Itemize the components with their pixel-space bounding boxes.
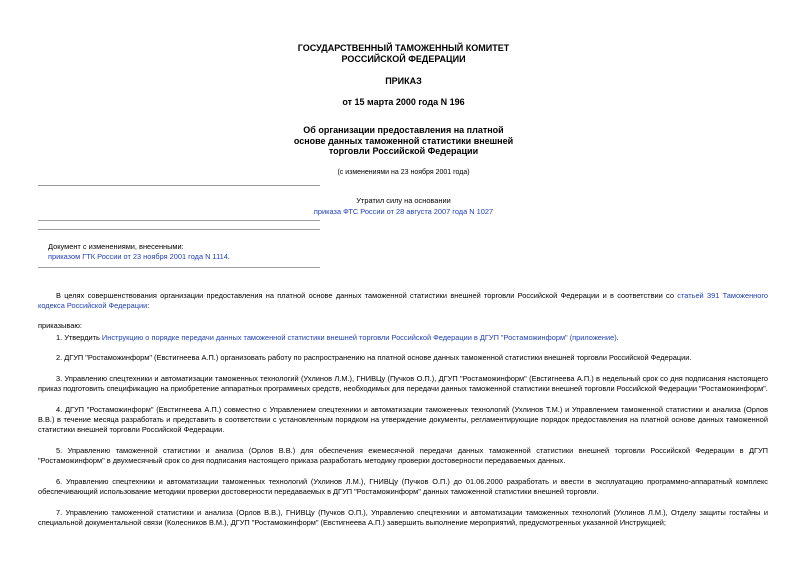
issuing-authority: ГОСУДАРСТВЕННЫЙ ТАМОЖЕННЫЙ КОМИТЕТ РОССИЙСКОЙ ФЕДЕРАЦИИ (297, 43, 510, 64)
paragraph-4: 4. ДГУП "Ростаможинформ" (Евстигнеева А.П.) совместно с Управлением спецтехники и автоматизации таможенных технологий (Ухлинов Т.М.) и Управлением таможенной статистики и анализа (Орлов В.В.) в течение месяца разработать и представить в соответствии с установленным порядком на утверждение документы, регламентирующие порядок предоставления на платной основе данных таможенной статистики внешней торговли Российской Федерации. (38, 405, 768, 434)
paragraph-3: 3. Управлению спецтехники и автоматизации таможенных технологий (Ухлинов Л.М.), ГНИВЦу (Пучков О.П.), ДГУП "Ростаможинформ" (Евстигнеева А.П.) в недельный срок со дня подписания настоящего приказ подготовить спецификацию на приобретение аппаратных программных средств, необходимых для передачи данных таможенной статистики внешней торговли Российской Федерации "Ростаможинформ". (38, 374, 768, 393)
customs-code-link[interactable]: статьей 391 Таможенного кодекса Российской Федерации (38, 291, 768, 310)
paragraph-6: 6. Управлению спецтехники и автоматизации таможенных технологий (Ухлинов Л.М.), ГНИВЦу (Пучков О.П.) до 01.06.2000 разработать и ввести в эксплуатацию программно-аппаратный комплекс обеспечивающий использование методики проверки достоверности передаваемых в ДГУП "Ростаможинформ" данных таможенной статистики внешней торговли. (38, 477, 768, 496)
instruction-link[interactable]: Инструкцию о порядке передачи данных таможенной статистики внешней торговли Российской Федерации в ДГУП "Ростаможинформ" (приложение) (101, 333, 617, 342)
document-type: ПРИКАЗ (385, 76, 422, 86)
paragraph-7: 7. Управлению таможенной статистики и анализа (Орлов В.В.), ГНИВЦу (Пучков О.П.), Управлению спецтехники и автоматизации таможенных технологий (Ухлинов Л.М.), Отделу защиты гостайны и специальной документальной связи (Колесников В.М.), ДГУП "Ростаможинформ" (Евстигнеева А.П.) завершить выполнение мероприятий, предусмотренных указанной Инструкцией; (38, 508, 768, 527)
order-word: приказываю: (38, 321, 82, 330)
paragraph-1: 1. Утвердить Инструкцию о порядке передачи данных таможенной статистики внешней торговли Российской Федерации в ДГУП "Ростаможинформ" (приложение). (56, 333, 619, 342)
paragraph-5: 5. Управлению таможенной статистики и анализа (Орлов В.В.) для обеспечения ежемесячной передачи данных таможенной статистики внешней торговли Российской Федерации в ДГУП "Ростаможинформ" в двухмесячный срок со дня подписания настоящего приказа разработать методику проверки достоверности передаваемых данных. (38, 446, 768, 465)
divider (38, 220, 320, 221)
divider (38, 229, 320, 230)
divider (38, 267, 320, 268)
document-title: Об организации предоставления на платной основе данных таможенной статистики внешней торговли Российской Федерации (293, 125, 514, 156)
paragraph-2: 2. ДГУП "Ростаможинформ" (Евстигнеева А.П.) организовать работу по распространению на платной основе данных таможенной статистики внешней торговли Российской Федерации. (56, 353, 692, 362)
preamble-paragraph: В целях совершенствования организации предоставления на платной основе данных таможенной статистики внешней торговли Российской Федерации и в соответствии со статьей 391 Таможенного кодекса Российской Федерации: (38, 291, 768, 310)
lost-force-label: Утратил силу на основании (356, 196, 451, 205)
divider (38, 185, 320, 186)
changes-note: (с изменениями на 23 ноября 2001 года) (337, 169, 470, 176)
amendment-link[interactable]: приказом ГТК России от 23 ноября 2001 года N 1114 (48, 252, 228, 261)
document-date: от 15 марта 2000 года N 196 (342, 97, 465, 107)
lost-force-link[interactable]: приказа ФТС России от 28 августа 2007 года N 1027 (313, 207, 494, 216)
amendments-label: Документ с изменениями, внесенными: (48, 242, 184, 251)
amendments-note: приказом ГТК России от 23 ноября 2001 года N 1114. (48, 252, 230, 261)
